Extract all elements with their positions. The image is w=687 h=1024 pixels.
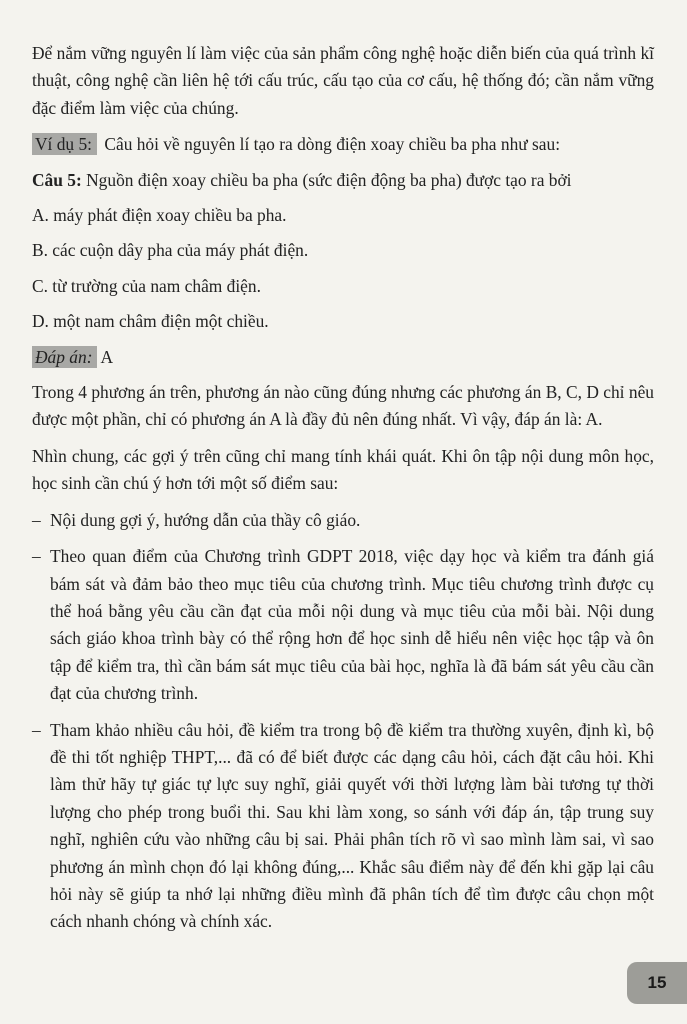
option-d: D. một nam châm điện một chiều. xyxy=(32,311,269,332)
example-line xyxy=(32,131,654,158)
page-number: 15 xyxy=(627,962,687,1004)
list-item xyxy=(32,717,654,936)
intro-paragraph: Để nắm vững nguyên lí làm việc của sản phẩm công nghệ hoặc diễn biến của quá trình kĩ thuật, công nghệ cần liên hệ tới cấu trúc, cấu tạo của cơ cấu, hệ thống đó; cần nắm vững đặc điểm làm việc của chúng. xyxy=(32,43,654,118)
explanation-paragraph: Trong 4 phương án trên, phương án nào cũng đúng nhưng các phương án B, C, D chỉ nêu được một phần, chỉ có phương án A là đầy đủ nên đúng nhất. Vì vậy, đáp án là: A. xyxy=(32,382,654,430)
example-label: Ví dụ 5: xyxy=(32,133,97,155)
dash-marker: – xyxy=(32,546,41,567)
dash-marker: – xyxy=(32,509,41,530)
list-item-text: Theo quan điểm của Chương trình GDPT 2018, việc dạy học và kiểm tra đánh giá bám sát và đảm bảo theo mục tiêu của chương trình. Mục tiêu chương trình được cụ thể hoá bằng yêu cầu cần đạt của mỗi nội dung và mục tiêu của mỗi bài. Nội dung sách giáo khoa trình bày có thể rộng hơn để học sinh dễ hiểu nên việc học tập và ôn tập để kiểm tra, thì cần bám sát mục tiêu của bài học, nghĩa là đã bám sát yêu cầu cần đạt của chương trình. xyxy=(50,546,654,704)
question-text: Nguồn điện xoay chiều ba pha (sức điện động ba pha) được tạo ra bởi xyxy=(86,169,572,190)
list-item xyxy=(32,507,654,534)
answer-label: Đáp án: xyxy=(32,346,97,368)
option-c: C. từ trường của nam châm điện. xyxy=(32,275,261,296)
answer-line xyxy=(32,344,654,371)
list-item xyxy=(32,543,654,707)
page-content xyxy=(32,40,654,945)
question-label: Câu 5: xyxy=(32,169,82,190)
question-line xyxy=(32,167,654,194)
general-paragraph: Nhìn chung, các gợi ý trên cũng chỉ mang tính khái quát. Khi ôn tập nội dung môn học, học sinh cần chú ý hơn tới một số điểm sau: xyxy=(32,445,654,494)
option-b: B. các cuộn dây pha của máy phát điện. xyxy=(32,240,309,261)
list-item-text: Nội dung gợi ý, hướng dẫn của thầy cô giáo. xyxy=(50,509,361,530)
dash-marker: – xyxy=(32,719,41,740)
example-text: Câu hỏi về nguyên lí tạo ra dòng điện xoay chiều ba pha như sau: xyxy=(104,134,561,155)
option-a: A. máy phát điện xoay chiều ba pha. xyxy=(32,205,287,226)
list-item-text: Tham khảo nhiều câu hỏi, đề kiểm tra trong bộ đề kiểm tra thường xuyên, định kì, bộ đề thi tốt nghiệp THPT,... đã có để biết được các dạng câu hỏi, cách đặt câu hỏi. Khi làm thử hãy tự giác tự lực suy nghĩ, giải quyết với thời lượng làm bài tương tự thời lượng cho phép trong buổi thi. Sau khi làm xong, so sánh với đáp án, tập trung suy nghĩ, nghiên cứu vào những câu bị sai. Phải phân tích rõ vì sao mình làm sai, vì sao phương án mình chọn đó lại không đúng,... Khắc sâu điểm này để đến khi gặp lại câu hỏi này sẽ giúp ta nhớ lại những điều mình đã phân tích để tìm được câu chọn một cách nhanh chóng và chính xác. xyxy=(50,719,654,932)
answer-value: A xyxy=(100,346,114,367)
